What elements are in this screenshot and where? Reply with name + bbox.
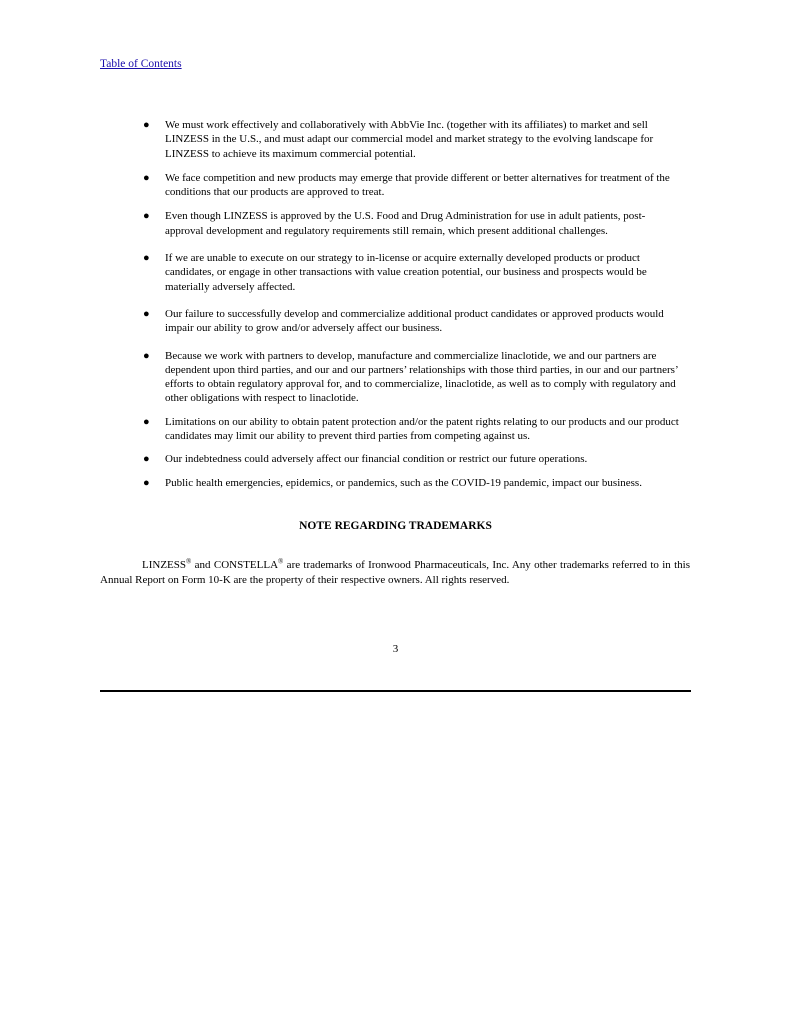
list-item [0, 209, 791, 238]
trademark-linzess: LINZESS [142, 559, 186, 571]
list-item [0, 307, 791, 336]
bullet-dot-icon: ● [143, 476, 150, 489]
section-heading: NOTE REGARDING TRADEMARKS [299, 520, 492, 532]
bullet-dot-icon: ● [143, 453, 150, 466]
trademark-paragraph [100, 558, 690, 588]
list-item-text: If we are unable to execute on our strategy to in-license or acquire externally developed products or product candidates, or engage in other transactions with value creation potential, our business and prospects would be materially adversely affected. [165, 252, 647, 293]
bullet-dot-icon: ● [143, 252, 150, 265]
bullet-dot-icon: ● [143, 415, 150, 428]
list-item-text: We face competition and new products may emerge that provide different or better alternatives for treatment of the conditions that our products are approved to treat. [165, 171, 670, 199]
risk-summary-list [0, 118, 791, 490]
list-item-text: Limitations on our ability to obtain patent protection and/or the patent rights relating to our products and our product candidates may limit our ability to prevent third parties from competing against us. [165, 415, 679, 443]
page-number: 3 [392, 643, 399, 655]
list-item [0, 349, 791, 406]
list-item-text: Public health emergencies, epidemics, or pandemics, such as the COVID-19 pandemic, impact our business. [165, 476, 642, 489]
list-item [0, 476, 791, 490]
list-item [0, 171, 791, 200]
bullet-dot-icon: ● [143, 210, 150, 223]
bullet-dot-icon: ● [143, 307, 150, 320]
list-item [0, 251, 791, 294]
list-item-text: Even though LINZESS is approved by the U.S. Food and Drug Administration for use in adult patients, post-approval development and regulatory requirements still remain, which present additional challenges. [165, 210, 646, 237]
list-item [0, 118, 791, 161]
bullet-dot-icon: ● [143, 349, 150, 362]
registered-mark: ® [278, 557, 284, 566]
registered-mark: ® [186, 557, 192, 566]
list-item-text: We must work effectively and collaboratively with AbbVie Inc. (together with its affiliates) to market and sell LINZESS in the U.S., and must adapt our commercial model and market strategy to the evolving landscape for LINZESS to achieve its maximum commercial potential. [165, 119, 654, 160]
list-item-text: Our indebtedness could adversely affect our financial condition or restrict our future operations. [165, 453, 588, 466]
trademark-constella: CONSTELLA [213, 559, 279, 571]
list-item-text: Because we work with partners to develop, manufacture and commercialize linaclotide, we and our partners are dependent upon third parties, and our and our partners’ relationships with those third parties, in our and our partners’ efforts to obtain regulatory approval for, and to commercialize, linaclotide, as well as to comply with regulatory and other obligations with respect to linaclotide. [165, 349, 678, 405]
list-item [0, 415, 791, 444]
list-item [0, 452, 791, 466]
bullet-dot-icon: ● [143, 119, 150, 131]
bullet-dot-icon: ● [143, 171, 150, 184]
page-divider [100, 690, 691, 692]
paragraph-text: are trademarks of Ironwood Pharmaceuticals, Inc. Any other trademarks referred to in this Annual Report on Form 10-K are the property of their respective owners. All rights reserved. [100, 559, 690, 586]
list-item-text: Our failure to successfully develop and commercialize additional product candidates or approved products would impair our ability to grow and/or adversely affect our business. [165, 307, 664, 335]
table-of-contents-link[interactable]: Table of Contents [100, 58, 182, 70]
paragraph-text: and [191, 559, 214, 571]
